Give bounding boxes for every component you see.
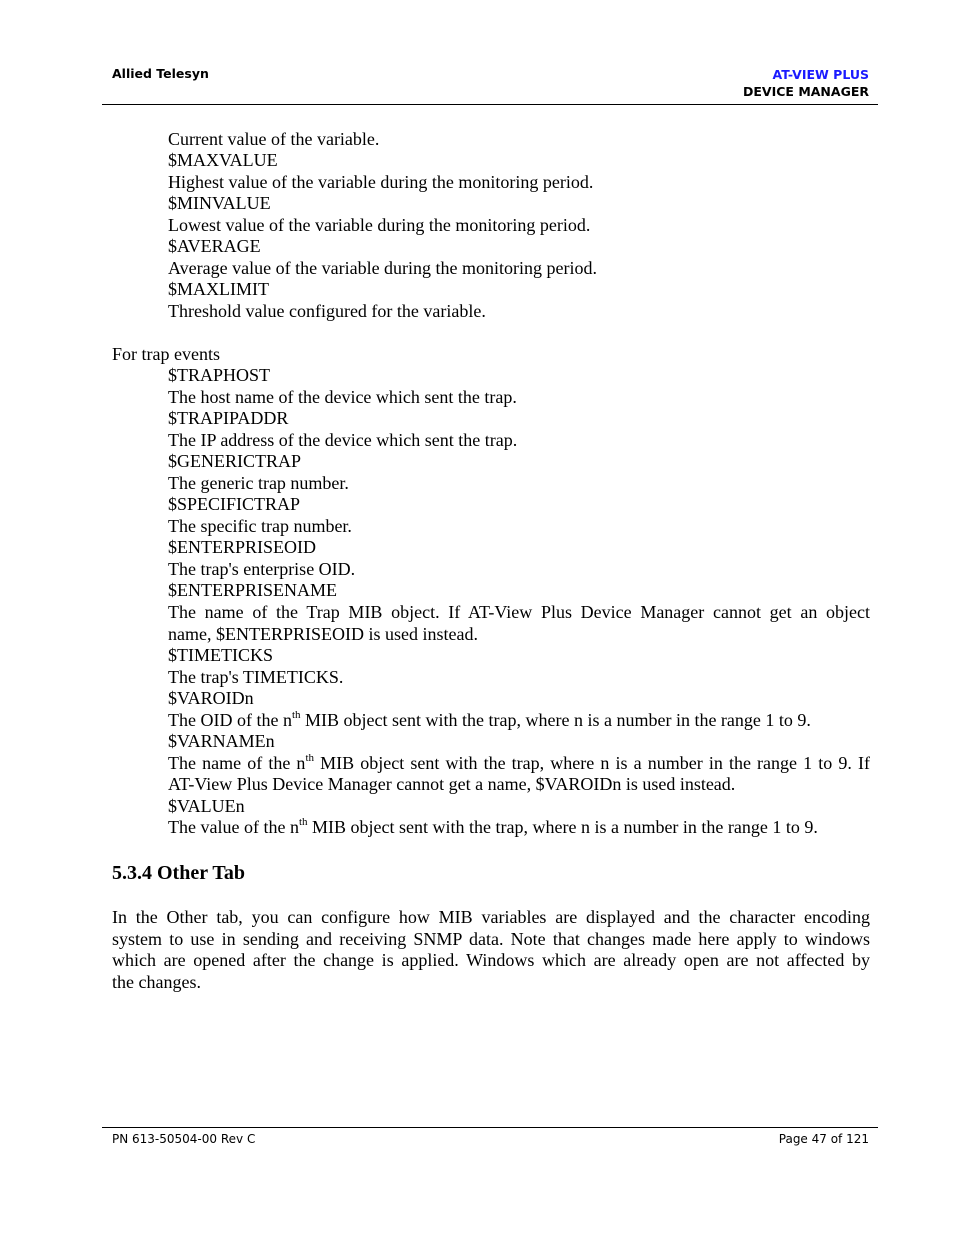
footer-rule — [102, 1127, 878, 1128]
paragraph-line-4: the changes. — [112, 972, 201, 992]
valuen-ordinal-suffix: th — [298, 816, 308, 828]
varnamen-text-start: The name of the n — [168, 753, 306, 773]
header-subtitle: DEVICE MANAGER — [743, 84, 869, 99]
var-description-varnamen-line1 — [168, 753, 870, 775]
var-name-maxlimit: $MAXLIMIT — [168, 279, 269, 299]
varoidn-ordinal-suffix: th — [291, 709, 301, 721]
var-name-trapipaddr: $TRAPIPADDR — [168, 408, 289, 428]
var-description-enterprisename-line1: The name of the Trap MIB object. If AT-View Plus Device Manager cannot get an object — [168, 602, 870, 622]
footer-part-number: PN 613-50504-00 Rev C — [112, 1132, 256, 1146]
var-description-valuen — [168, 817, 818, 839]
paragraph-line-3: which are opened after the change is applied. Windows which are already open are not affected by — [112, 950, 870, 970]
var-description-trapipaddr: The IP address of the device which sent the trap. — [168, 430, 518, 450]
section-heading: 5.3.4 Other Tab — [112, 862, 245, 884]
var-name-minvalue: $MINVALUE — [168, 193, 271, 213]
varnamen-text-end: MIB object sent with the trap, where n is a number in the range 1 to 9. If — [314, 753, 870, 773]
paragraph-line-2: system to use in sending and receiving SNMP data. Note that changes made here apply to windows — [112, 929, 870, 949]
var-name-enterprisename: $ENTERPRISENAME — [168, 580, 338, 600]
var-name-maxvalue: $MAXVALUE — [168, 150, 278, 170]
varnamen-ordinal-suffix: th — [305, 752, 314, 764]
var-description-maxlimit: Threshold value configured for the variable. — [168, 301, 486, 321]
paragraph-line-1: In the Other tab, you can configure how MIB variables are displayed and the character encoding — [112, 907, 870, 927]
var-description-timeticks: The trap's TIMETICKS. — [168, 667, 344, 687]
var-description-traphost: The host name of the device which sent the trap. — [168, 387, 517, 407]
header-product: AT-VIEW PLUS — [772, 67, 869, 82]
var-name-enterpriseoid: $ENTERPRISEOID — [168, 537, 316, 557]
var-description-minvalue: Lowest value of the variable during the monitoring period. — [168, 215, 591, 235]
var-name-average: $AVERAGE — [168, 236, 261, 256]
var-name-varoidn: $VAROIDn — [168, 688, 254, 708]
valuen-text-start: The value of the n — [168, 817, 299, 837]
var-description-maxvalue: Highest value of the variable during the monitoring period. — [168, 172, 594, 192]
var-name-specifictrap: $SPECIFICTRAP — [168, 494, 301, 514]
varoidn-text-end: MIB object sent with the trap, where n is a number in the range 1 to 9. — [300, 710, 811, 730]
var-name-valuen: $VALUEn — [168, 796, 245, 816]
valuen-text-end: MIB object sent with the trap, where n is a number in the range 1 to 9. — [307, 817, 818, 837]
var-description-specifictrap: The specific trap number. — [168, 516, 352, 536]
varoidn-text-start: The OID of the n — [168, 710, 292, 730]
var-description-varnamen-line2: AT-View Plus Device Manager cannot get a name, $VAROIDn is used instead. — [168, 774, 736, 794]
footer-page-number: Page 47 of 121 — [778, 1132, 869, 1146]
var-description-current: Current value of the variable. — [168, 129, 380, 149]
var-description-enterpriseoid: The trap's enterprise OID. — [168, 559, 356, 579]
header-product-block — [743, 66, 869, 100]
var-name-varnamen: $VARNAMEn — [168, 731, 275, 751]
header-company: Allied Telesyn — [112, 66, 209, 81]
header-rule — [102, 104, 878, 105]
var-description-generictrap: The generic trap number. — [168, 473, 349, 493]
var-description-varoidn — [168, 710, 811, 732]
var-description-average: Average value of the variable during the monitoring period. — [168, 258, 598, 278]
trap-events-label: For trap events — [112, 344, 220, 364]
var-description-enterprisename-line2: name, $ENTERPRISEOID is used instead. — [168, 624, 478, 644]
var-name-generictrap: $GENERICTRAP — [168, 451, 302, 471]
var-name-timeticks: $TIMETICKS — [168, 645, 273, 665]
var-name-traphost: $TRAPHOST — [168, 365, 271, 385]
